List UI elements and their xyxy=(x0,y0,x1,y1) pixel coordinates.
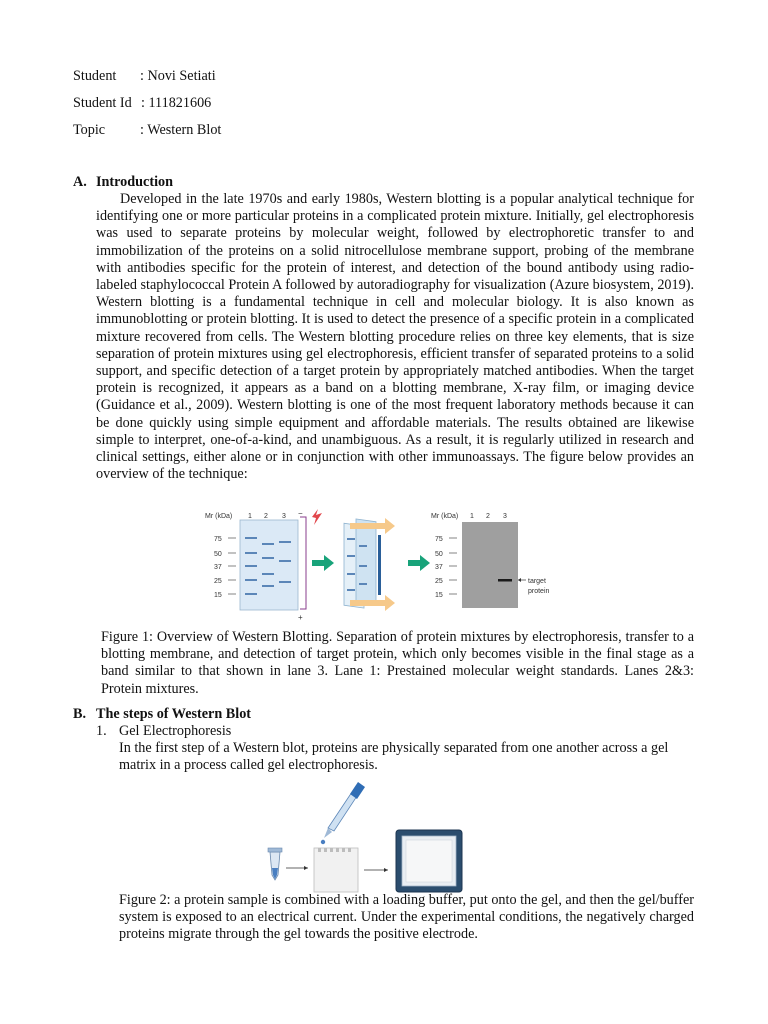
result-marker-37: 37 xyxy=(435,564,443,571)
result-marker-25: 25 xyxy=(435,578,443,585)
figure-2-diagram xyxy=(262,780,472,900)
section-b-title: The steps of Western Blot xyxy=(96,706,252,722)
target-label-line2: protein xyxy=(528,588,550,595)
topic-label: Topic xyxy=(73,122,106,138)
result-lane-label-1: 1 xyxy=(470,513,474,520)
membrane-image xyxy=(462,522,518,608)
topic-value: : Western Blot xyxy=(140,122,222,138)
lane-label-3: 3 xyxy=(282,513,286,520)
section-b-heading xyxy=(73,706,251,723)
student-value: : Novi Setiati xyxy=(140,68,216,84)
gel-axis-label: Mr (kDa) xyxy=(205,513,233,520)
result-lane-label-2: 2 xyxy=(486,513,490,520)
section-a-title: Introduction xyxy=(96,174,173,190)
right-arrow-icon xyxy=(312,555,334,571)
right-arrow-icon xyxy=(408,555,430,571)
lightning-icon xyxy=(312,509,322,525)
marker-75: 75 xyxy=(214,536,222,543)
student-id-label: Student Id xyxy=(73,95,132,111)
sample-tube-icon xyxy=(268,848,282,880)
introduction-paragraph: Developed in the late 1970s and early 1980s, Western blotting is a popular analytical technique for identifying one or more particular proteins in a complicated protein mixture. Initially, gel electrophoresis was used to separate proteins by molecular weight, followed by electrophoretic transfer to and immobilization of the proteins on a solid nitrocellulose membrane support, probing of the membrane with antibodies specific for the protein of interest, and detection of the bound antibody using radio-labeled staphylococcal Protein A followed by autoradiography for visualization (Azure biosystem, 2019). Western blotting is a fundamental technique in cell and molecular biology. It is also known as immunoblotting or protein blotting. It is used to detect the presence of a specific protein in a complicated mixture recovered from cells. The Western blotting procedure relies on three key elements, that is size separation of protein mixtures using gel electrophoresis, efficient transfer of separated proteins to a solid support, and specific detection of a target protein by appropriately matched antibodies. When the target protein is recognized, it appears as a band on a blotting membrane, X-ray film, or imaging device (Guidance et al., 2009). Western blotting is one of the most frequent laboratory methods because it can be done quickly using simple equipment and affordable materials. The results obtained are likewise simple to interpret, one-of-a-kind, and unambiguous. As a result, it is regularly utilized in research and clinical settings, either alone or in conjunction with other immunoassays. The figure below provides an overview of the technique: xyxy=(96,191,694,483)
target-band xyxy=(498,579,512,582)
result-marker-15: 15 xyxy=(435,592,443,599)
plus-sign: + xyxy=(298,613,303,622)
marker-15: 15 xyxy=(214,592,222,599)
section-a-letter: A. xyxy=(73,174,87,190)
topic-row xyxy=(73,122,221,139)
figure-1-diagram xyxy=(200,505,570,630)
section-b-letter: B. xyxy=(73,706,87,722)
figure-1-caption: Figure 1: Overview of Western Blotting. Separation of protein mixtures by electrophoresis, transfer to a blotting membrane, and detection of target protein, which only becomes visible in the final stage as a band similar to that shown in lane 3. Lane 1: Prestained molecular weight standards. Lanes 2&3: Protein mixtures. xyxy=(101,629,694,697)
result-marker-75: 75 xyxy=(435,536,443,543)
step-1-title: Gel Electrophoresis xyxy=(119,723,232,739)
pipette-icon xyxy=(321,782,365,844)
figure-2-caption: Figure 2: a protein sample is combined with a loading buffer, put onto the gel, and then the gel/buffer system is exposed to an electrical current. Under the experimental conditions, the negatively charged proteins migrate through the gel towards the positive electrode. xyxy=(119,892,694,943)
gel-slab xyxy=(314,848,358,892)
student-row xyxy=(73,68,216,85)
result-lane-label-3: 3 xyxy=(503,513,507,520)
section-a-heading xyxy=(73,174,173,191)
student-id-value: : 111821606 xyxy=(141,95,212,111)
transfer-membrane xyxy=(356,519,376,604)
lane-label-2: 2 xyxy=(264,513,268,520)
step-1-paragraph: In the first step of a Western blot, proteins are physically separated from one another across a gel matrix in a process called gel electrophoresis. xyxy=(119,740,669,774)
step-1-number: 1. xyxy=(96,723,107,739)
marker-37: 37 xyxy=(214,564,222,571)
step-1-heading xyxy=(96,723,231,740)
target-label-line1: target xyxy=(528,578,546,585)
lane-label-1: 1 xyxy=(248,513,252,520)
marker-50: 50 xyxy=(214,551,222,558)
student-label: Student xyxy=(73,68,117,84)
minus-sign: − xyxy=(298,509,303,518)
result-marker-50: 50 xyxy=(435,551,443,558)
marker-25: 25 xyxy=(214,578,222,585)
student-id-row xyxy=(73,95,211,112)
result-axis-label: Mr (kDa) xyxy=(431,513,459,520)
